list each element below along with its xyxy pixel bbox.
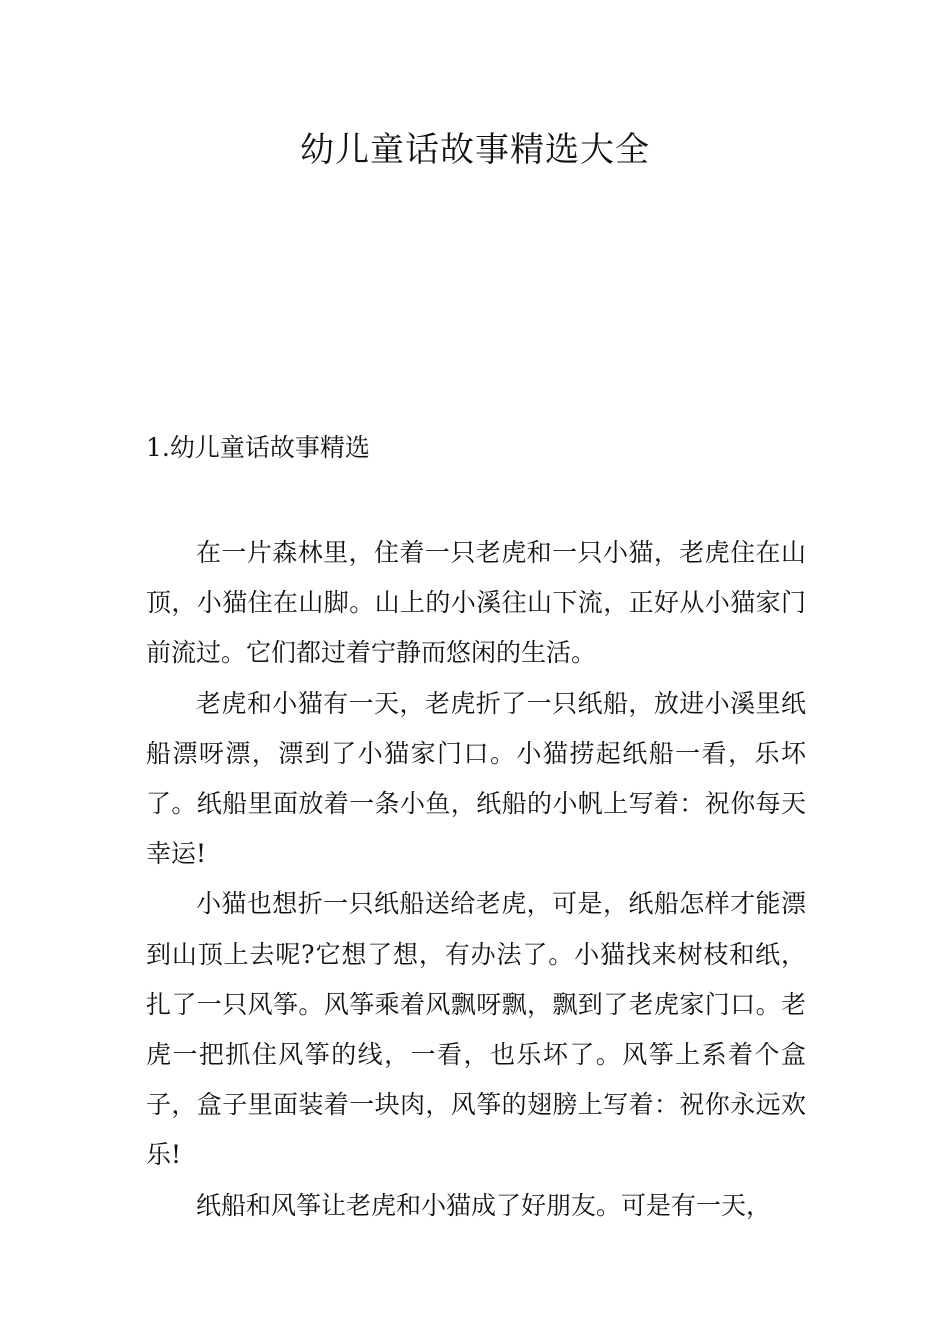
paragraph: 在一片森林里，住着一只老虎和一只小猫，老虎住在山顶，小猫住在山脚。山上的小溪往山下流，正好从小猫家门前流过。它们都过着宁静而悠闲的生活。	[146, 538, 806, 668]
document-title: 幼儿童话故事精选大全	[300, 130, 650, 170]
story-body	[146, 528, 806, 1231]
paragraph: 小猫也想折一只纸船送给老虎，可是，纸船怎样才能漂到山顶上去呢?它想了想，有办法了。小猫找来树枝和纸，扎了一只风筝。风筝乘着风飘呀飘，飘到了老虎家门口。老虎一把抓住风筝的线，一看，也乐坏了。风筝上系着个盒子，盒子里面装着一块肉，风筝的翅膀上写着：祝你永远欢乐!	[146, 889, 806, 1170]
section-heading: 1.幼儿童话故事精选	[146, 433, 370, 462]
paragraph: 老虎和小猫有一天，老虎折了一只纸船，放进小溪里纸船漂呀漂，漂到了小猫家门口。小猫捞起纸船一看，乐坏了。纸船里面放着一条小鱼，纸船的小帆上写着：祝你每天幸运!	[146, 688, 806, 869]
paragraph: 纸船和风筝让老虎和小猫成了好朋友。可是有一天，	[196, 1190, 772, 1220]
